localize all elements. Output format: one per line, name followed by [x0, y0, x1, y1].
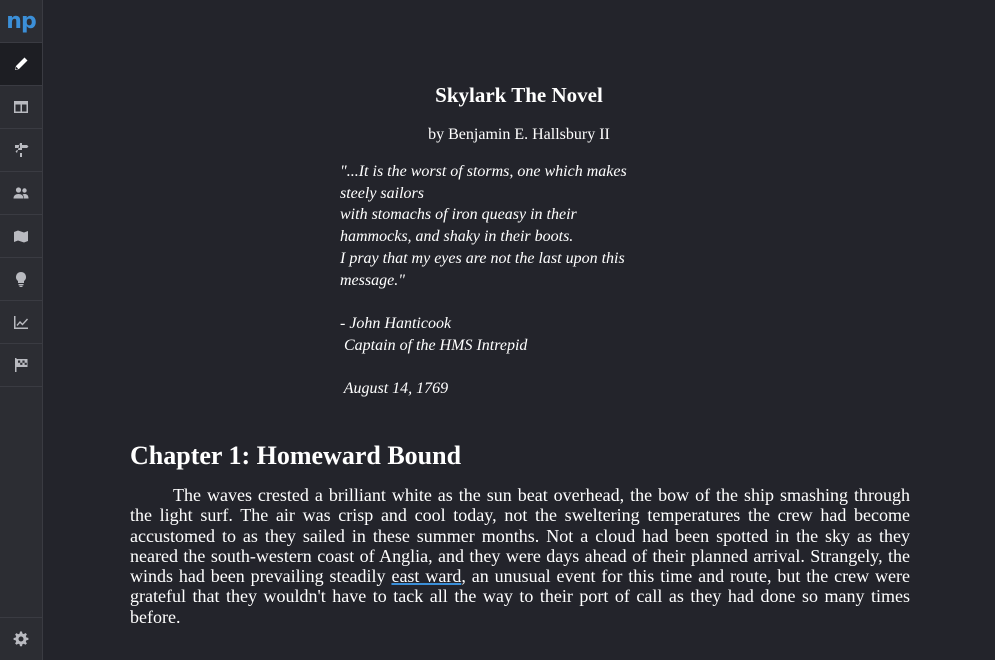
epigraph-line: steely sailors [340, 184, 424, 202]
epigraph-line: with stomachs of iron queasy in their [340, 206, 577, 224]
lightbulb-icon [13, 271, 29, 287]
epigraph-blank [340, 356, 685, 378]
book-title: Skylark The Novel [435, 83, 603, 107]
epigraph-attribution: - John Hanticook [340, 314, 452, 332]
paragraph-text: , an unusual event for this time and route, but the crew were grateful that they wouldn't have to tack all the way to their port of call as they had done so many times before. [130, 566, 911, 627]
sidebar-item-world[interactable] [0, 215, 42, 258]
epigraph-line: I pray that my eyes are not the last upon this [340, 249, 625, 267]
editor-area[interactable] [43, 0, 995, 660]
sidebar-item-plot[interactable] [0, 129, 42, 172]
epigraph-role: Captain of the HMS Intrepid [340, 336, 528, 354]
sidebar-item-goals[interactable] [0, 344, 42, 387]
epigraph-line: "...It is the worst of storms, one which makes [340, 163, 627, 180]
gear-icon [13, 631, 29, 647]
map-icon [13, 228, 29, 244]
epigraph [340, 161, 685, 400]
sidebar-item-characters[interactable] [0, 172, 42, 215]
epigraph-line: message." [340, 271, 405, 289]
book-author: by Benjamin E. Hallsbury II [428, 126, 610, 143]
sidebar-item-write[interactable] [0, 43, 42, 86]
signpost-icon [13, 142, 29, 158]
checkered-flag-icon [13, 357, 29, 373]
epigraph-date: August 14, 1769 [340, 380, 449, 397]
app-logo[interactable]: np [0, 0, 42, 43]
epigraph-blank [340, 291, 685, 313]
layout-icon [13, 99, 29, 115]
chapter-heading: Chapter 1: Homeward Bound [130, 441, 462, 470]
paragraph-text: The waves crested a brilliant white as the sun beat overhead, the bow of the ship smashing through the light surf. The air was crisp and cool today, not the sweltering temperatures the crew had become accustomed to as they sailed in these summer months. Not a cloud had been spotted in the sky as they neared the south-western coast of Anglia, and they were days ahead of their planned arrival. Strangely, the winds had been prevailing steadily [130, 485, 910, 587]
chapter-paragraph[interactable] [130, 485, 910, 627]
pen-icon [13, 56, 29, 72]
chart-icon [13, 314, 29, 330]
sidebar-item-ideas[interactable] [0, 258, 42, 301]
sidebar-item-layout[interactable] [0, 86, 42, 129]
linked-term[interactable]: east ward [391, 566, 462, 587]
settings-button[interactable] [0, 617, 42, 660]
sidebar [0, 0, 43, 660]
users-icon [13, 185, 29, 201]
sidebar-item-stats[interactable] [0, 301, 42, 344]
epigraph-line: hammocks, and shaky in their boots. [340, 228, 574, 246]
